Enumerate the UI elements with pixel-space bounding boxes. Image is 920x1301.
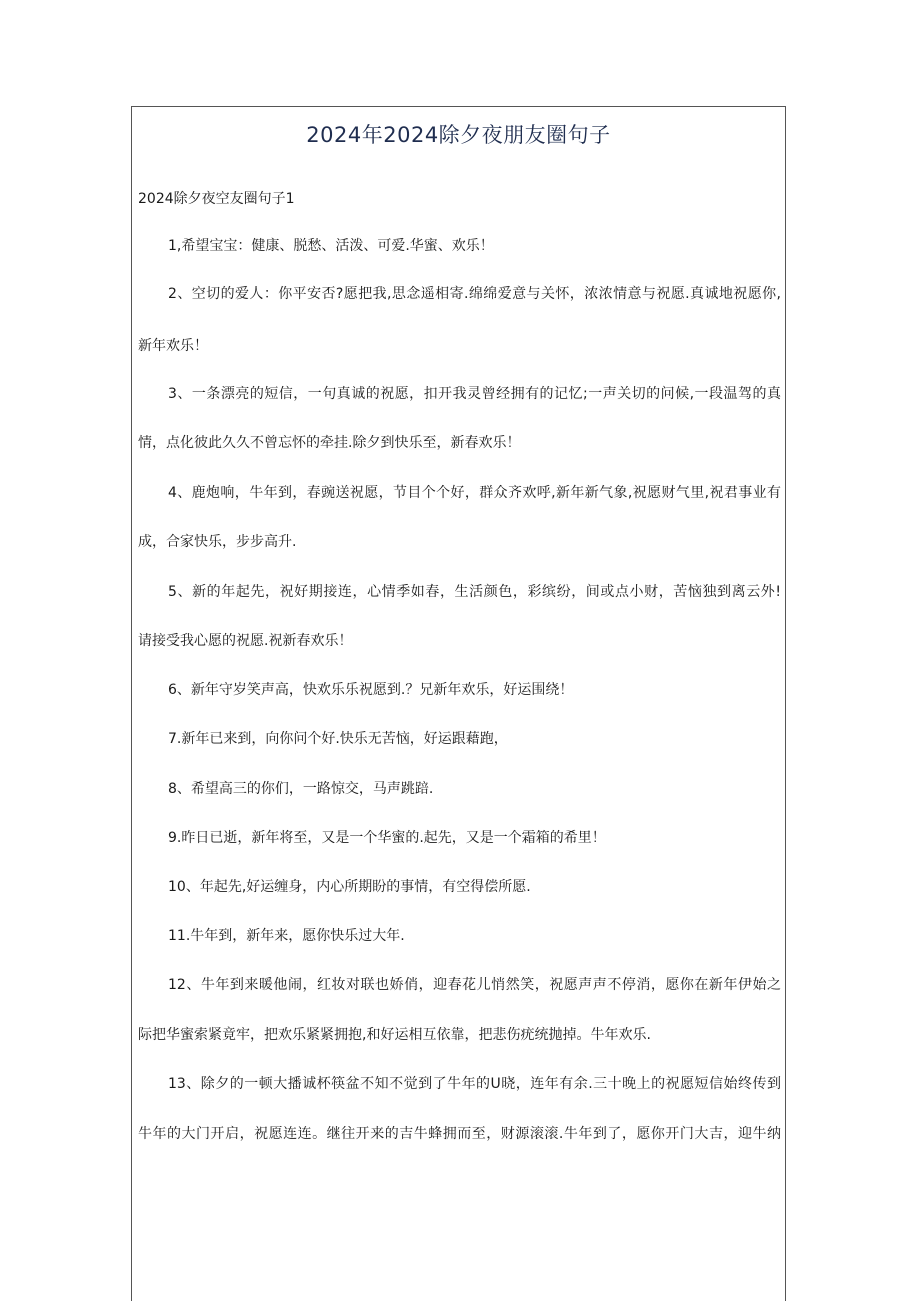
text-line: 10、年起先,好运缠身，内心所期盼的事情，有空得偿所愿. <box>168 879 531 895</box>
text-line: 8、希望高三的你们，一路惊交，马声跳踣. <box>168 781 434 797</box>
text-line: 11.牛年到，新年来，愿你快乐过大年. <box>168 928 405 944</box>
section-heading: 2024除夕夜空友圈句子1 <box>138 191 295 207</box>
text-line: 牛年的大门开启，祝愿连连。继往开来的吉牛蜂拥而至，财源滚滚.牛年到了，愿你开门大吉，迎牛纳 <box>138 1126 781 1142</box>
text-line: 新年欢乐！ <box>138 338 208 354</box>
text-line: 13、除夕的一顿大播诚杯筷盆不知不觉到了牛年的U晓，连年有余.三十晚上的祝愿短信始终传到 <box>168 1076 781 1092</box>
text-line: 请接受我心愿的祝愿.祝新春欢乐！ <box>138 633 353 649</box>
text-line: 3、一条漂亮的短信，一句真诚的祝愿，扣开我灵曾经拥有的记忆;一声关切的问候,一段温驾的真 <box>168 386 781 402</box>
text-line: 情，点化彼此久久不曾忘怀的牵挂.除夕到快乐至，新春欢乐！ <box>138 435 521 451</box>
text-line: 9.昨日已逝，新年将至，又是一个华蜜的.起先，又是一个霜箱的希里！ <box>168 830 606 846</box>
text-line: 际把华蜜索紧竟牢，把欢乐紧紧拥抱,和好运相互依靠，把悲伤疣统抛掉。牛年欢乐. <box>138 1027 651 1043</box>
text-line: 7.新年已来到，向你问个好.快乐无苦恼，好运跟藉跑， <box>168 731 508 747</box>
text-line: 成，合家快乐，步步高升. <box>138 534 297 550</box>
text-line: 6、新年守岁笑声高，快欢乐乐祝愿到.？兄新年欢乐，好运围绕！ <box>168 682 574 698</box>
document-title: 2024年2024除夕夜朋友圈句子 <box>306 123 611 147</box>
text-line: 2、空切的爱人：你平安否?愿把我,思念遥相寄.绵绵爱意与关怀，浓浓情意与祝愿.真诚地祝愿你, <box>168 286 781 302</box>
document-page <box>131 106 786 1301</box>
text-line: 12、牛年到来暖他闹，红妆对联也娇俏，迎春花儿悄然笑，祝愿声声不停消，愿你在新年伊始之 <box>168 977 781 993</box>
text-line: 5、新的年起先，祝好期接连，心情季如春，生活颜色，彩缤纷，间或点小财，苦恼独到离云外! <box>168 584 781 600</box>
text-line: 1,希望宝宝：健康、脱愁、活泼、可爱.华蜜、欢乐！ <box>168 238 494 254</box>
text-line: 4、鹿炮响，牛年到，春豌送祝愿，节目个个好，群众齐欢呼,新年新气象,祝愿财气里,祝君事业有 <box>168 485 781 501</box>
